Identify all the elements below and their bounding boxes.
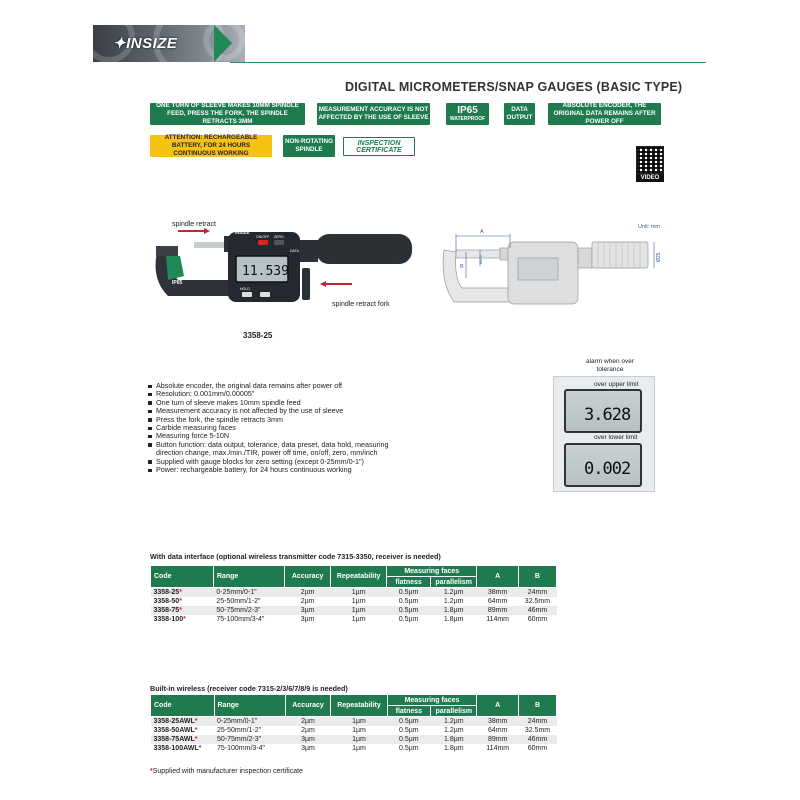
col-range: Range xyxy=(213,566,284,588)
cell-code xyxy=(151,615,214,624)
certificate-star: * xyxy=(179,598,182,605)
spindle-retract-label: spindle retract xyxy=(172,221,216,228)
cell-par xyxy=(430,615,476,624)
table-row xyxy=(151,744,557,753)
cell-repeat-text: 1µm xyxy=(352,718,366,725)
table-row xyxy=(151,606,557,615)
certificate-star: * xyxy=(179,589,182,596)
cell-flat-text: 0.5µm xyxy=(399,736,419,743)
badge-ip65-sub: WATERPROOF xyxy=(449,116,486,122)
onoff-label: ON/OFF xyxy=(256,235,270,239)
col-accuracy: Accuracy xyxy=(285,566,331,588)
cell-accuracy-text: 3µm xyxy=(300,616,315,623)
cell-accuracy xyxy=(285,615,331,624)
certificate-star: * xyxy=(179,607,182,614)
cell-range xyxy=(214,717,285,727)
col-b: B xyxy=(518,566,556,588)
feature-item: Absolute encoder, the original data remains after power off xyxy=(148,382,398,390)
cell-flat-text: 0.5µm xyxy=(399,745,419,752)
cell-flat xyxy=(387,744,431,753)
alarm-panel xyxy=(553,376,655,492)
badge-accuracy: MEASUREMENT ACCURACY IS NOT AFFECTED BY THE USE OF SLEEVE xyxy=(317,103,430,125)
cell-flat xyxy=(387,615,431,624)
cell-code-text: 3358-100 xyxy=(153,616,184,623)
cell-range-text: 0-25mm/0-1" xyxy=(217,718,258,725)
lcd-lower xyxy=(564,443,642,487)
table-row xyxy=(151,588,557,598)
feature-item: Button function: data output, tolerance, data preset, data hold, measuring direction change, max./min./TIR, power off time, on/off, zero, mm/inch xyxy=(148,441,398,458)
table2-caption: Built-in wireless (receiver code 7315-2/3/6/7/8/9 is needed) xyxy=(150,684,348,693)
lower-limit-caption: over lower limit xyxy=(594,434,638,441)
cell-a-text: 38mm xyxy=(487,718,508,725)
col-repeatability: Repeatability xyxy=(331,695,387,717)
cell-flat-text: 0.5µm xyxy=(399,727,419,734)
feature-item: Measuring force 5-10N xyxy=(148,432,398,440)
cell-b xyxy=(518,615,556,624)
cell-a-text: 64mm xyxy=(487,727,508,734)
table-row xyxy=(151,717,557,727)
col-flatness: flatness xyxy=(387,577,431,588)
cell-a xyxy=(477,726,518,735)
cell-code-text: 3358-50 xyxy=(153,598,180,605)
cell-a xyxy=(477,615,519,624)
alarm-label: alarm when over tolerance xyxy=(585,358,635,373)
certificate-star: * xyxy=(194,727,198,734)
cell-par-text: 1.2µm xyxy=(443,598,464,605)
cell-code-text: 3358-75AWL xyxy=(153,736,195,743)
feature-item: Supplied with gauge blocks for zero setting (except 0-25mm/0-1") xyxy=(148,458,398,466)
cell-range-text: 25-50mm/1-2" xyxy=(217,727,262,734)
ip-label: IP65 xyxy=(172,280,183,286)
dim-a-label: A xyxy=(480,229,484,235)
cell-range-text: 75-100mm/3-4" xyxy=(217,745,266,752)
cell-range xyxy=(214,744,285,753)
cell-b xyxy=(518,717,556,727)
cell-accuracy xyxy=(285,588,331,598)
cell-par xyxy=(431,717,477,727)
badge-sleeve-feed: ONE TURN OF SLEEVE MAKES 10MM SPINDLE FEED, PRESS THE FORK, THE SPINDLE RETRACTS 3MM xyxy=(150,103,305,125)
cell-accuracy xyxy=(285,597,331,606)
cell-repeat-text: 1µm xyxy=(351,616,366,623)
cell-par xyxy=(430,597,476,606)
unit-label: Unit: mm xyxy=(638,224,660,230)
cell-flat-text: 0.5µm xyxy=(398,616,419,623)
cell-flat xyxy=(387,588,431,598)
cell-repeat-text: 1µm xyxy=(352,745,366,752)
cell-par xyxy=(431,744,477,753)
lower-value: 0.002 xyxy=(584,459,631,479)
cell-par-text: 1.2µm xyxy=(444,718,464,725)
spec-table-wireless xyxy=(150,694,557,753)
cell-accuracy-text: 3µm xyxy=(301,745,315,752)
cell-repeat-text: 1µm xyxy=(351,589,366,596)
cell-a-text: 89mm xyxy=(487,607,508,614)
retract-fork xyxy=(302,268,310,300)
cell-code xyxy=(151,606,214,615)
cell-code xyxy=(151,735,215,744)
zero-label: ZERO xyxy=(274,235,284,239)
lcd-upper xyxy=(564,389,642,433)
feature-item: Carbide measuring faces xyxy=(148,424,398,432)
cell-code-text: 3358-25 xyxy=(153,589,180,596)
cell-a-text: 114mm xyxy=(486,616,510,623)
certificate-star: * xyxy=(194,718,198,725)
feature-item: Resolution: 0.001mm/0.00005" xyxy=(148,390,398,398)
cell-repeat-text: 1µm xyxy=(352,736,366,743)
qr-video-label: VIDEO xyxy=(636,174,664,182)
cell-range-text: 50-75mm/2-3" xyxy=(216,607,261,614)
col-measuring-faces: Measuring faces xyxy=(387,566,477,577)
table-row xyxy=(151,735,557,744)
col-measuring-faces: Measuring faces xyxy=(387,695,477,706)
footnote-text: Supplied with manufacturer inspection certificate xyxy=(152,768,303,775)
cell-b xyxy=(518,726,556,735)
cell-a xyxy=(477,717,518,727)
table1-caption: With data interface (optional wireless transmitter code 7315-3350, receiver is needed) xyxy=(150,552,441,561)
cell-flat-text: 0.5µm xyxy=(399,718,419,725)
badge-battery: ATTENTION: RECHARGEABLE BATTERY, FOR 24 HOURS CONTINUOUS WORKING xyxy=(150,135,272,157)
cell-par-text: 1.2µm xyxy=(444,727,464,734)
cell-code xyxy=(151,588,214,598)
cell-repeat xyxy=(331,615,387,624)
badge-ip65-title: IP65 xyxy=(457,105,478,116)
footnote-star: * xyxy=(150,768,153,775)
cell-par xyxy=(430,606,476,615)
cell-range-text: 25-50mm/1-2" xyxy=(216,598,261,605)
badge-inspection-line2: CERTIFICATE xyxy=(356,146,402,154)
upper-limit-caption: over upper limit xyxy=(594,381,639,388)
cell-code-text: 3358-50AWL xyxy=(153,727,195,734)
cell-par-text: 1.8µm xyxy=(443,616,464,623)
cell-repeat-text: 1µm xyxy=(352,727,366,734)
cell-b-text: 60mm xyxy=(527,745,548,752)
cell-par-text: 1.8µm xyxy=(444,736,464,743)
cell-b xyxy=(518,606,556,615)
col-range: Range xyxy=(214,695,285,717)
cell-b xyxy=(518,588,556,598)
cell-b xyxy=(518,744,556,753)
cell-repeat xyxy=(331,744,387,753)
mode-button xyxy=(260,292,270,297)
cell-accuracy-text: 2µm xyxy=(301,718,315,725)
col-code: Code xyxy=(151,566,214,588)
cell-flat xyxy=(387,597,431,606)
col-parallelism: parallelism xyxy=(430,577,476,588)
cell-b-text: 32.5mm xyxy=(524,727,551,734)
cell-accuracy-text: 2µm xyxy=(300,589,315,596)
cell-a-text: 64mm xyxy=(487,598,508,605)
footnote xyxy=(150,768,303,775)
chevron-icon xyxy=(214,25,232,62)
cell-range xyxy=(213,588,284,598)
cell-repeat xyxy=(331,597,387,606)
cell-par-text: 1.2µm xyxy=(443,589,464,596)
table-row xyxy=(151,726,557,735)
cell-repeat xyxy=(331,735,387,744)
cell-flat xyxy=(387,606,431,615)
photo-logo: INSIZE xyxy=(235,230,250,235)
cell-repeat-text: 1µm xyxy=(351,598,366,605)
cell-range xyxy=(214,735,285,744)
cell-a xyxy=(477,588,519,598)
feature-item: One turn of sleeve makes 10mm spindle feed xyxy=(148,399,398,407)
table-row xyxy=(151,615,557,624)
cell-code xyxy=(151,597,214,606)
cell-accuracy xyxy=(285,735,331,744)
dim-b-label: B xyxy=(460,264,464,270)
cell-par xyxy=(430,588,476,598)
dim-d2-label: Ø25 xyxy=(656,252,662,262)
cell-code-text: 3358-25AWL xyxy=(153,718,195,725)
feature-item: Press the fork, the spindle retracts 3mm xyxy=(148,416,398,424)
feature-list xyxy=(148,382,398,474)
badge-encoder: ABSOLUTE ENCODER, THE ORIGINAL DATA REMAINS AFTER POWER OFF xyxy=(548,103,661,125)
upper-value: 3.628 xyxy=(584,405,631,425)
col-b: B xyxy=(518,695,556,717)
col-code: Code xyxy=(151,695,215,717)
cell-repeat xyxy=(331,717,387,727)
dimension-drawing-svg xyxy=(440,222,665,312)
cell-range-text: 75-100mm/3-4" xyxy=(216,616,265,623)
spec-table-data-interface xyxy=(150,565,557,624)
cell-range xyxy=(213,615,284,624)
cell-accuracy-text: 2µm xyxy=(301,727,315,734)
cell-range xyxy=(214,726,285,735)
cell-a-text: 114mm xyxy=(486,745,510,752)
cell-b xyxy=(518,735,556,744)
cell-flat xyxy=(387,717,431,727)
cell-a-text: 38mm xyxy=(487,589,508,596)
cell-code xyxy=(151,744,215,753)
cell-code xyxy=(151,717,215,727)
cell-repeat-text: 1µm xyxy=(351,607,366,614)
data-label: DATA xyxy=(290,249,299,253)
col-a: A xyxy=(477,695,518,717)
certificate-star: * xyxy=(194,736,198,743)
cell-accuracy xyxy=(285,606,331,615)
cell-repeat xyxy=(331,606,387,615)
cell-repeat xyxy=(331,588,387,598)
certificate-star: * xyxy=(198,745,202,752)
feature-item: Measurement accuracy is not affected by the use of sleeve xyxy=(148,407,398,415)
table-row xyxy=(151,597,557,606)
header-divider xyxy=(230,62,706,63)
cell-b-text: 24mm xyxy=(527,589,548,596)
hold-button xyxy=(242,292,252,297)
col-flatness: flatness xyxy=(387,706,431,717)
badge-inspection-certificate xyxy=(343,137,415,156)
micrometer-photo xyxy=(150,218,420,318)
cell-range-text: 50-75mm/2-3" xyxy=(217,736,262,743)
cell-b-text: 32.5mm xyxy=(524,598,551,605)
display-value: 11.539 xyxy=(242,264,289,279)
cell-flat xyxy=(387,735,431,744)
dim-d1-label: Ø6.5 xyxy=(478,255,483,264)
brand-logo: ✦INSIZE xyxy=(113,35,178,52)
cell-flat-text: 0.5µm xyxy=(398,598,419,605)
feature-item: Power: rechargeable battery, for 24 hours continuous working xyxy=(148,466,398,474)
cell-code-text: 3358-75 xyxy=(153,607,180,614)
cell-code xyxy=(151,726,215,735)
cell-accuracy-text: 3µm xyxy=(300,607,315,614)
cell-b-text: 24mm xyxy=(527,718,548,725)
cell-flat-text: 0.5µm xyxy=(398,589,419,596)
cell-par-text: 1.8µm xyxy=(444,745,464,752)
cell-code-text: 3358-100AWL xyxy=(153,745,199,752)
page-title: DIGITAL MICROMETERS/SNAP GAUGES (BASIC TYPE) xyxy=(345,80,683,94)
cell-repeat xyxy=(331,726,387,735)
cell-accuracy xyxy=(285,726,331,735)
cell-b xyxy=(518,597,556,606)
certificate-star: * xyxy=(183,616,186,623)
micrometer-illustration xyxy=(150,218,420,318)
qr-code[interactable] xyxy=(636,146,664,174)
dimension-drawing xyxy=(440,222,665,312)
badge-ip65 xyxy=(446,103,489,125)
cell-range xyxy=(213,606,284,615)
badge-non-rotating: NON-ROTATING SPINDLE xyxy=(283,135,335,157)
cell-b-text: 46mm xyxy=(527,607,548,614)
cell-flat xyxy=(387,726,431,735)
cell-par-text: 1.8µm xyxy=(443,607,464,614)
cell-par xyxy=(431,735,477,744)
sleeve-handle xyxy=(316,234,412,264)
cell-a xyxy=(477,744,518,753)
cell-range xyxy=(213,597,284,606)
cell-range-text: 0-25mm/0-1" xyxy=(216,589,257,596)
badge-inspection-line1: INSPECTION xyxy=(357,139,401,147)
cell-accuracy xyxy=(285,744,331,753)
col-accuracy: Accuracy xyxy=(285,695,331,717)
cell-flat-text: 0.5µm xyxy=(398,607,419,614)
badge-data-output: DATA OUTPUT xyxy=(504,103,535,125)
cell-accuracy xyxy=(285,717,331,727)
zero-button xyxy=(274,240,284,245)
hold-label: HOLD xyxy=(240,287,250,291)
cell-a xyxy=(477,735,518,744)
spindle-retract-fork-label: spindle retract fork xyxy=(332,301,390,308)
onoff-button xyxy=(258,240,268,245)
cell-a-text: 89mm xyxy=(487,736,508,743)
cell-b-text: 60mm xyxy=(527,616,548,623)
col-a: A xyxy=(477,566,519,588)
cell-a xyxy=(477,597,519,606)
cell-accuracy-text: 3µm xyxy=(301,736,315,743)
col-repeatability: Repeatability xyxy=(331,566,387,588)
cell-accuracy-text: 2µm xyxy=(300,598,315,605)
cell-par xyxy=(431,726,477,735)
cell-b-text: 46mm xyxy=(527,736,548,743)
photo-model-caption: 3358-25 xyxy=(243,331,273,340)
cell-a xyxy=(477,606,519,615)
col-parallelism: parallelism xyxy=(431,706,477,717)
